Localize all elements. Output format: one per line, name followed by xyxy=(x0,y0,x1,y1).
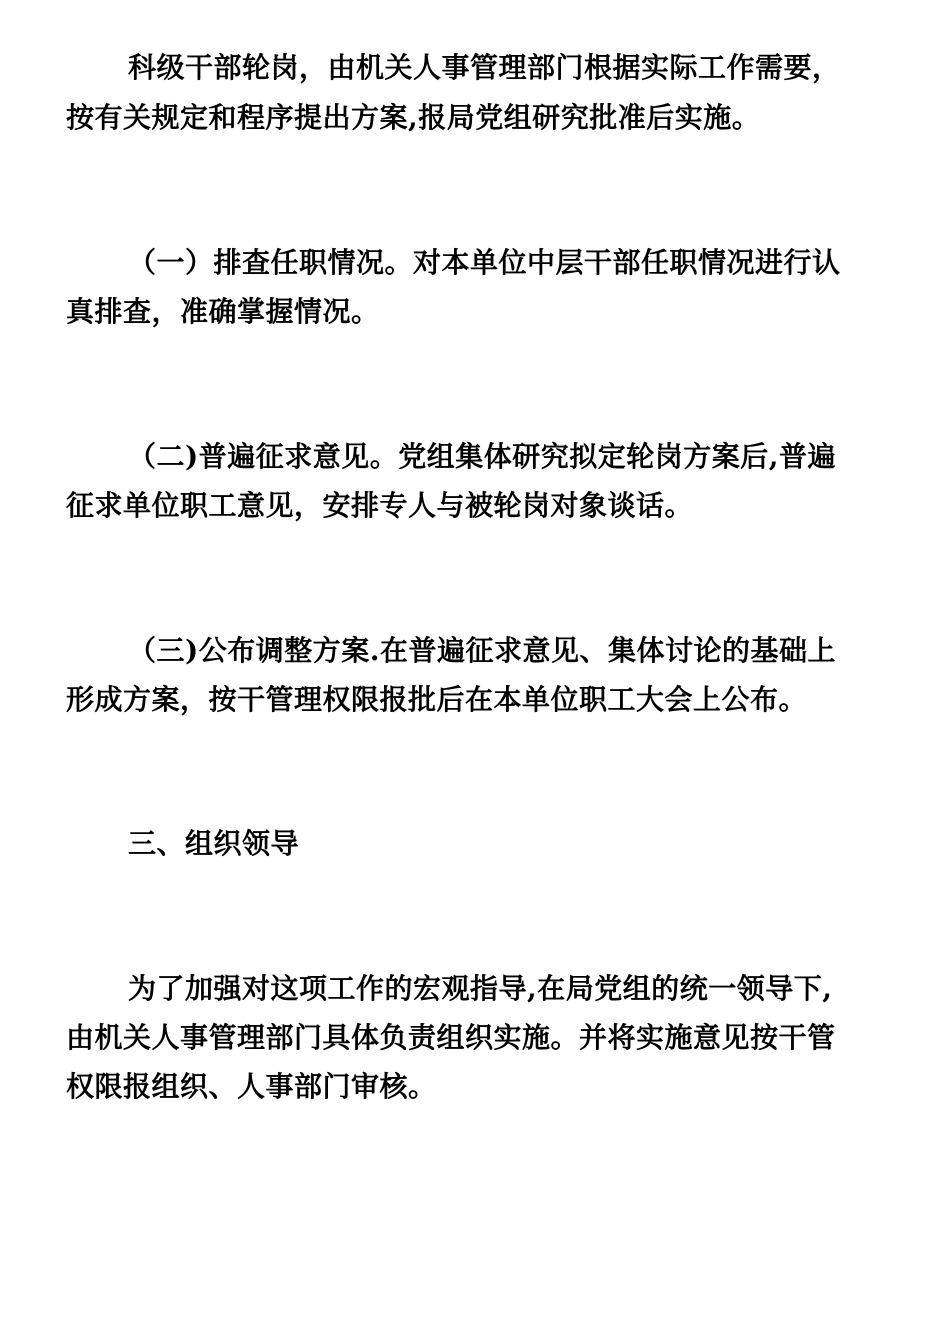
paragraph-4-line-1: （三)公布调整方案.在普遍征求意见、集体讨论的基础上 xyxy=(128,634,836,667)
section-heading: 三、组织领导 xyxy=(128,827,300,860)
paragraph-6-line-2: 由机关人事管理部门具体负责组织实施。并将实施意见按干管 xyxy=(66,1021,836,1054)
paragraph-2-line-2: 真排查，准确掌握情况。 xyxy=(66,295,380,328)
paragraph-2-line-1: （一）排查任职情况。对本单位中层干部任职情况进行认 xyxy=(128,246,841,279)
paragraph-6-line-1: 为了加强对这项工作的宏观指导,在局党组的统一领导下, xyxy=(128,972,833,1005)
paragraph-4-line-2: 形成方案，按干管理权限报批后在本单位职工大会上公布。 xyxy=(66,683,808,716)
paragraph-3-line-2: 征求单位职工意见，安排专人与被轮岗对象谈话。 xyxy=(66,489,694,522)
paragraph-1-line-1: 科级干部轮岗，由机关人事管理部门根据实际工作需要， xyxy=(128,51,841,84)
paragraph-3-line-1: （二)普遍征求意见。党组集体研究拟定轮岗方案后,普遍 xyxy=(128,440,836,473)
paragraph-1-line-2: 按有关规定和程序提出方案,报局党组研究批准后实施。 xyxy=(66,101,761,134)
paragraph-6-line-3: 权限报组织、人事部门审核。 xyxy=(66,1070,437,1103)
